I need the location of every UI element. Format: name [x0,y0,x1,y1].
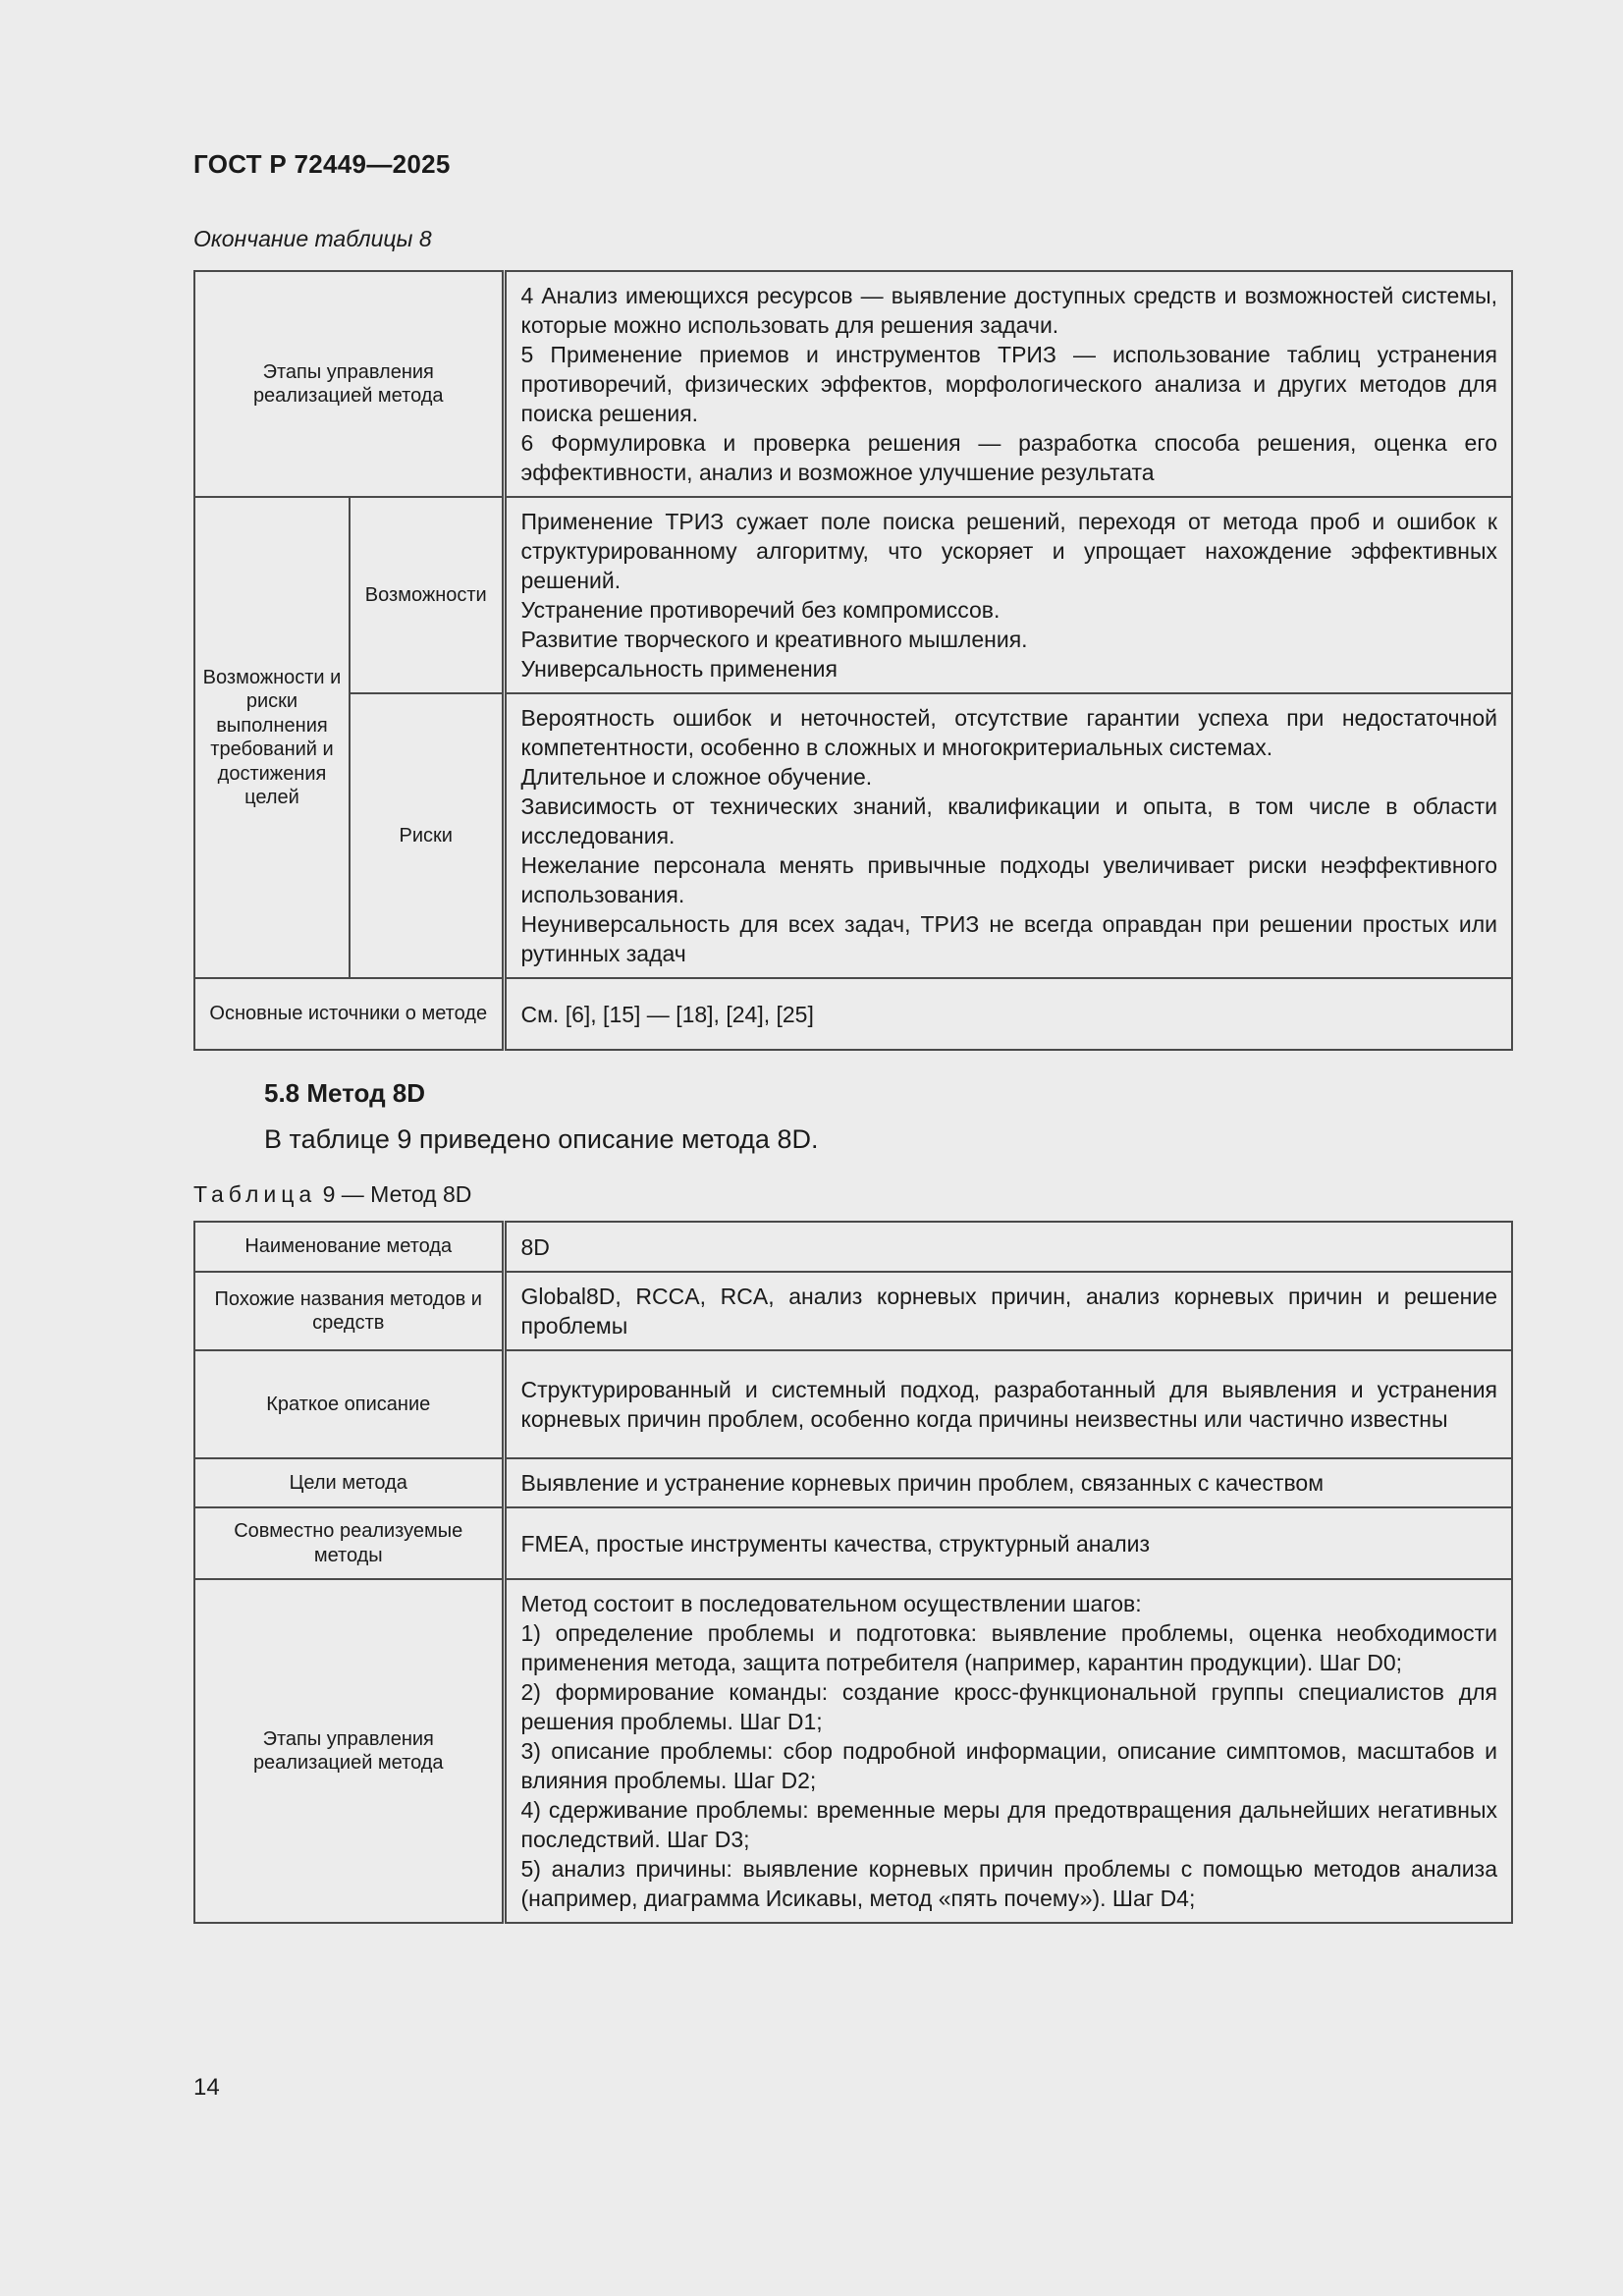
step-line: 3) описание проблемы: сбор подробной информации, описание симптомов, масштабов и влияния проблемы. Шаг D2; [520,1738,1497,1793]
section-intro: В таблице 9 приведено описание метода 8D. [264,1124,819,1154]
row-value-joint-methods: FMEA, простые инструменты качества, структурный анализ [504,1507,1512,1579]
table-caption-title: 9 — Метод 8D [322,1181,472,1207]
table-row [194,1579,1512,1923]
page-number: 14 [193,2074,220,2101]
row-label-stages: Этапы управления реализацией метода [194,271,504,497]
row-label-joint-methods: Совместно реализуемые методы [194,1507,504,1579]
opportunity-line: Универсальность применения [520,656,838,682]
table-row [194,1458,1512,1507]
row-value-sources: См. [6], [15] — [18], [24], [25] [504,978,1512,1050]
row-value-opportunities [504,497,1512,693]
table-9-caption [193,1181,471,1208]
opportunity-line: Применение ТРИЗ сужает поле поиска решений, переходя от метода проб и ошибок к структурированному алгоритму, что ускоряет и упрощает нахождение эффективных решений. [520,509,1497,593]
row-label-brief-description: Краткое описание [194,1350,504,1458]
opportunity-line: Устранение противоречий без компромиссов. [520,597,1001,623]
risk-line: Длительное и сложное обучение. [520,764,873,790]
table-8 [193,270,1513,1051]
stage-line: 6 Формулировка и проверка решения — разработка способа решения, оценка его эффективности, анализ и возможное улучшение результата [520,430,1497,485]
risk-line: Вероятность ошибок и неточностей, отсутствие гарантии успеха при недостаточной компетентности, особенно в сложных и многокритериальных системах. [520,705,1497,760]
row-label-opportunities-risks: Возможности и риски выполнения требований и достижения целей [194,497,350,978]
risk-line: Нежелание персонала менять привычные подходы увеличивает риски неэффективного использования. [520,852,1497,907]
table-caption-word: Таблица [193,1181,317,1207]
table-row [194,1507,1512,1579]
table-row [194,1222,1512,1272]
stage-line: 4 Анализ имеющихся ресурсов — выявление доступных средств и возможностей системы, которые можно использовать для решения задачи. [520,283,1497,338]
risk-line: Неуниверсальность для всех задач, ТРИЗ не всегда оправдан при решении простых или рутинных задач [520,911,1497,966]
row-value-similar-names: Global8D, RCCA, RCA, анализ корневых причин, анализ корневых причин и решение проблемы [504,1272,1512,1350]
row-label-goals: Цели метода [194,1458,504,1507]
row-label-method-name: Наименование метода [194,1222,504,1272]
row-value-risks [504,693,1512,978]
row-label-sources: Основные источники о методе [194,978,504,1050]
table-row [194,1272,1512,1350]
step-line: 4) сдерживание проблемы: временные меры для предотвращения дальнейших негативных последствий. Шаг D3; [520,1797,1497,1852]
row-value-goals: Выявление и устранение корневых причин проблем, связанных с качеством [504,1458,1512,1507]
step-line: 1) определение проблемы и подготовка: выявление проблемы, оценка необходимости применения метода, защита потребителя (например, карантин продукции). Шаг D0; [520,1620,1497,1675]
table-row [194,271,1512,497]
table-row [194,497,1512,693]
section-heading: 5.8 Метод 8D [264,1078,426,1108]
step-line: 2) формирование команды: создание кросс-функциональной группы специалистов для решения проблемы. Шаг D1; [520,1679,1497,1734]
sub-label-risks: Риски [350,693,504,978]
step-line: 5) анализ причины: выявление корневых причин проблемы с помощью методов анализа (например, диаграмма Исикавы, метод «пять почему»). Шаг D4; [520,1856,1497,1911]
risk-line: Зависимость от технических знаний, квалификации и опыта, в том числе в области исследования. [520,793,1497,848]
document-code-header: ГОСТ Р 72449—2025 [193,149,451,179]
table-row [194,1350,1512,1458]
row-value-brief-description: Структурированный и системный подход, разработанный для выявления и устранения корневых причин проблем, особенно когда причины неизвестны или частично известны [504,1350,1512,1458]
table-8-end-caption: Окончание таблицы 8 [193,226,432,251]
step-line: Метод состоит в последовательном осуществлении шагов: [520,1591,1142,1616]
stage-line: 5 Применение приемов и инструментов ТРИЗ — использование таблиц устранения противоречий, физических эффектов, морфологического анализа и других методов для поиска решения. [520,342,1497,426]
table-row [194,978,1512,1050]
table-9 [193,1221,1513,1924]
row-label-stages-8d: Этапы управления реализацией метода [194,1579,504,1923]
opportunity-line: Развитие творческого и креативного мышления. [520,627,1028,652]
row-value-stages [504,271,1512,497]
row-value-stages-8d [504,1579,1512,1923]
table-row [194,693,1512,978]
sub-label-opportunities: Возможности [350,497,504,693]
row-value-method-name: 8D [504,1222,1512,1272]
row-label-similar-names: Похожие названия методов и средств [194,1272,504,1350]
